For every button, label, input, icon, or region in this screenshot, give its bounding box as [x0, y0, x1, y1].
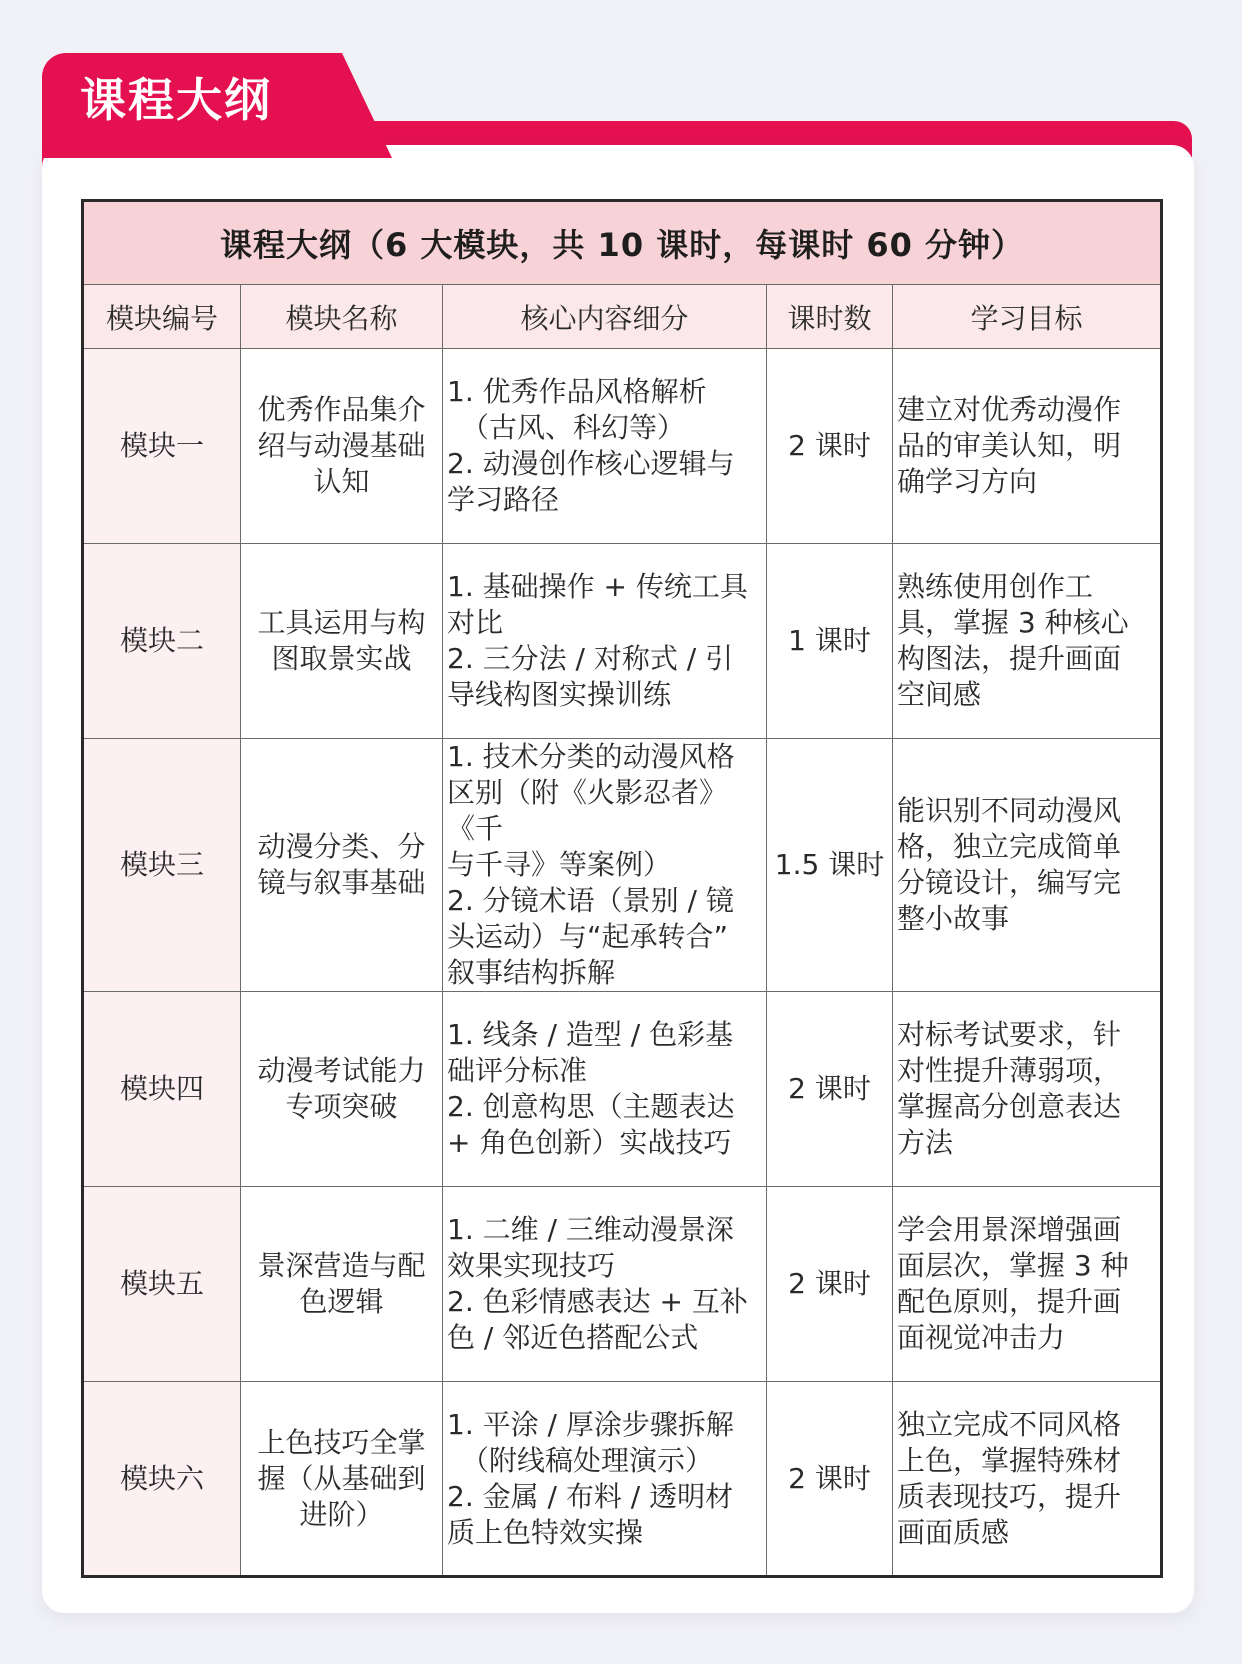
page-title: 课程大纲 [80, 73, 272, 127]
goal-line: 面层次，掌握 3 种 [897, 1249, 1129, 1282]
goal-line: 品的审美认知，明 [897, 429, 1122, 462]
module-code: 模块三 [83, 739, 241, 992]
module-name-line: 优秀作品集介 [257, 393, 426, 426]
table-header-row [83, 285, 1162, 349]
content-line: （附线稿处理演示） [461, 1443, 714, 1477]
goal-line: 格，独立完成简单 [897, 830, 1122, 863]
goal-line: 建立对优秀动漫作 [897, 393, 1122, 426]
module-name-line: 进阶） [299, 1497, 384, 1531]
module-code: 模块二 [83, 544, 241, 739]
goal-line: 能识别不同动漫风 [897, 794, 1122, 827]
module-goal [893, 992, 1162, 1187]
module-content [443, 739, 767, 992]
module-goal [893, 1187, 1162, 1382]
goal-line: 掌握高分创意表达 [897, 1090, 1122, 1123]
goal-line: 分镜设计，编写完 [897, 866, 1122, 899]
content-line: 叙事结构拆解 [447, 956, 616, 989]
module-hours: 2 课时 [767, 1382, 893, 1577]
module-name [241, 544, 443, 739]
content-line: 与千寻》等案例） [447, 848, 672, 881]
goal-line: 整小故事 [897, 902, 1010, 935]
table-row [83, 349, 1162, 544]
goal-line: 对标考试要求，针 [897, 1018, 1122, 1051]
content-line: 1. 平涂 / 厚涂步骤拆解 [447, 1407, 734, 1441]
module-goal [893, 544, 1162, 739]
module-name-line: 握（从基础到 [257, 1461, 426, 1495]
content-line: 2. 三分法 / 对称式 / 引 [447, 642, 734, 675]
goal-line: 构图法，提升画面 [897, 642, 1122, 675]
module-code: 模块四 [83, 992, 241, 1187]
content-line: 效果实现技巧 [447, 1249, 616, 1282]
goal-line: 方法 [897, 1126, 954, 1159]
module-name-line: 动漫考试能力 [257, 1054, 426, 1087]
column-header-hours: 课时数 [767, 285, 893, 349]
table-row [83, 992, 1162, 1187]
module-hours: 1 课时 [767, 544, 893, 739]
module-content [443, 1382, 767, 1577]
content-line: 质上色特效实操 [447, 1515, 644, 1549]
module-name-line: 镜与叙事基础 [257, 866, 426, 899]
goal-line: 对性提升薄弱项， [897, 1054, 1122, 1087]
module-name-line: 绍与动漫基础 [257, 429, 426, 462]
module-name-line: 专项突破 [285, 1090, 398, 1123]
table-title-row [83, 201, 1162, 285]
goal-line: 画面质感 [897, 1515, 1010, 1549]
table-row [83, 739, 1162, 992]
content-line: 1. 技术分类的动漫风格 [447, 740, 735, 773]
goal-line: 确学习方向 [897, 465, 1038, 498]
content-line: 2. 创意构思（主题表达 [447, 1090, 735, 1123]
module-hours: 1.5 课时 [767, 739, 893, 992]
module-name-line: 色逻辑 [299, 1285, 384, 1318]
goal-line: 熟练使用创作工 [897, 570, 1094, 603]
module-goal [893, 1382, 1162, 1577]
module-content [443, 1187, 767, 1382]
module-name-line: 认知 [313, 465, 370, 498]
goal-line: 空间感 [897, 678, 982, 711]
goal-line: 学会用景深增强画 [897, 1213, 1122, 1246]
content-line: 2. 金属 / 布料 / 透明材 [447, 1479, 734, 1513]
module-name-line: 工具运用与构 [257, 606, 426, 639]
content-line: 2. 色彩情感表达 + 互补 [447, 1285, 748, 1318]
module-hours: 2 课时 [767, 992, 893, 1187]
content-line: 2. 分镜术语（景别 / 镜 [447, 884, 734, 917]
module-code: 模块五 [83, 1187, 241, 1382]
module-content [443, 992, 767, 1187]
content-line: 1. 二维 / 三维动漫景深 [447, 1213, 734, 1246]
module-name [241, 1187, 443, 1382]
table-title: 课程大纲（6 大模块，共 10 课时，每课时 60 分钟） [83, 201, 1162, 285]
content-line: 1. 线条 / 造型 / 色彩基 [447, 1018, 734, 1051]
column-header-code: 模块编号 [83, 285, 241, 349]
module-name-line: 图取景实战 [271, 642, 412, 675]
module-code: 模块一 [83, 349, 241, 544]
content-line: 础评分标准 [447, 1054, 588, 1087]
content-line: 导线构图实操训练 [447, 678, 672, 711]
content-line: 头运动）与“起承转合” [447, 920, 729, 953]
content-line: 色 / 邻近色搭配公式 [447, 1321, 699, 1354]
module-name-line: 动漫分类、分 [257, 830, 426, 863]
module-name [241, 739, 443, 992]
table-row [83, 544, 1162, 739]
module-name-line: 上色技巧全掌 [257, 1425, 426, 1459]
column-header-name: 模块名称 [241, 285, 443, 349]
content-line: 1. 基础操作 + 传统工具 [447, 570, 748, 603]
content-line: + 角色创新）实战技巧 [447, 1126, 732, 1159]
module-hours: 2 课时 [767, 1187, 893, 1382]
content-line: 区别（附《火影忍者》《千 [447, 776, 728, 845]
module-code: 模块六 [83, 1382, 241, 1577]
module-name [241, 349, 443, 544]
module-content [443, 544, 767, 739]
module-name [241, 1382, 443, 1577]
content-line: 2. 动漫创作核心逻辑与 [447, 447, 735, 480]
goal-line: 面视觉冲击力 [897, 1321, 1066, 1354]
module-name-line: 景深营造与配 [257, 1249, 426, 1282]
goal-line: 配色原则，提升画 [897, 1285, 1122, 1318]
goal-line: 上色，掌握特殊材 [897, 1443, 1122, 1477]
module-hours: 2 课时 [767, 349, 893, 544]
column-header-goal: 学习目标 [893, 285, 1162, 349]
content-line: 1. 优秀作品风格解析 [447, 375, 707, 408]
goal-line: 独立完成不同风格 [897, 1407, 1122, 1441]
goal-line: 质表现技巧，提升 [897, 1479, 1122, 1513]
module-name [241, 992, 443, 1187]
module-goal [893, 739, 1162, 992]
content-line: 学习路径 [447, 483, 560, 516]
table-row [83, 1382, 1162, 1577]
goal-line: 具，掌握 3 种核心 [897, 606, 1129, 639]
content-line: （古风、科幻等） [461, 411, 686, 444]
course-outline-table [81, 199, 1163, 1578]
content-line: 对比 [447, 606, 504, 639]
module-goal [893, 349, 1162, 544]
table-row [83, 1187, 1162, 1382]
column-header-content: 核心内容细分 [443, 285, 767, 349]
module-content [443, 349, 767, 544]
